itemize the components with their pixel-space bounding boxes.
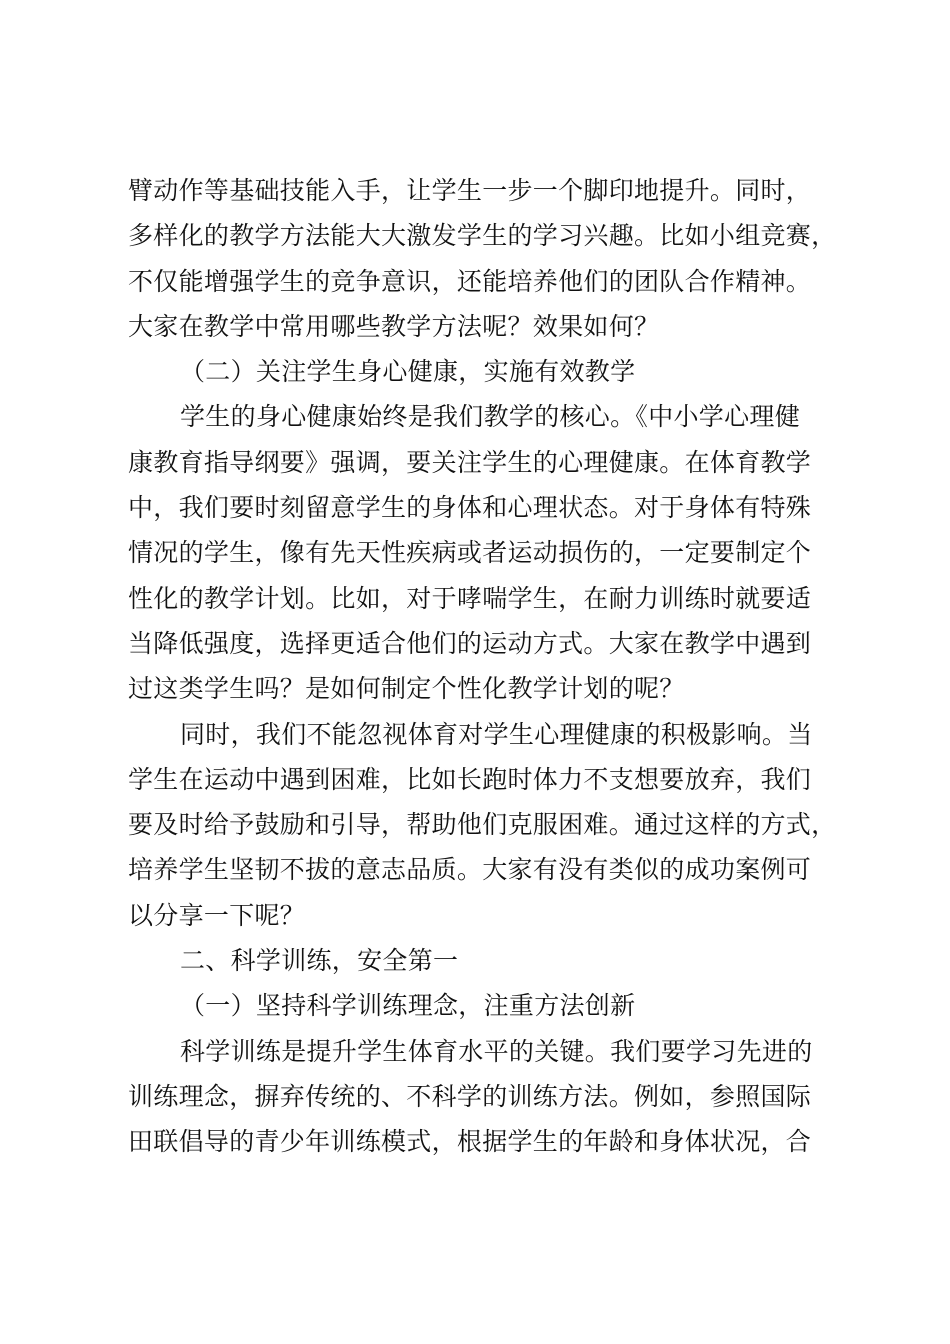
text-line: 学生在运动中遇到困难，比如长跑时体力不支想要放弃，我们: [128, 764, 812, 794]
text-line: 臂动作等基础技能入手，让学生一步一个脚印地提升。同时，: [128, 176, 812, 205]
text-line: 田联倡导的青少年训练模式，根据学生的年龄和身体状况，合: [128, 1127, 812, 1157]
text-line: 大家在教学中常用哪些教学方法呢？效果如何？: [128, 311, 660, 341]
text-line: 多样化的教学方法能大大激发学生的学习兴趣。比如小组竞赛，: [128, 221, 837, 251]
paragraph-start: 同时，我们不能忽视体育对学生心理健康的积极影响。当: [180, 719, 813, 749]
text-line: 性化的教学计划。比如，对于哮喘学生，在耐力训练时就要适: [128, 583, 812, 613]
text-line: 训练理念，摒弃传统的、不科学的训练方法。例如，参照国际: [128, 1081, 812, 1111]
text-line: 培养学生坚韧不拔的意志品质。大家有没有类似的成功案例可: [128, 855, 812, 885]
paragraph-start: 学生的身心健康始终是我们教学的核心。《中小学心理健: [180, 402, 801, 432]
text-line: 要及时给予鼓励和引导，帮助他们克服困难。通过这样的方式，: [128, 810, 837, 840]
document-body: [128, 168, 838, 1165]
section-heading: （一）坚持科学训练理念，注重方法创新: [180, 991, 636, 1021]
text-line: 康教育指导纲要》强调，要关注学生的心理健康。在体育教学: [128, 447, 812, 477]
paragraph-start: 科学训练是提升学生体育水平的关键。我们要学习先进的: [180, 1036, 813, 1066]
text-line: 以分享一下呢？: [128, 900, 306, 930]
text-line: 情况的学生，像有先天性疾病或者运动损伤的，一定要制定个: [128, 538, 812, 568]
text-line: 不仅能增强学生的竞争意识，还能培养他们的团队合作精神。: [128, 266, 812, 296]
text-line: 当降低强度，选择更适合他们的运动方式。大家在教学中遇到: [128, 628, 812, 658]
section-heading: （二）关注学生身心健康，实施有效教学: [180, 357, 636, 387]
chapter-heading: 二、科学训练，安全第一: [180, 946, 459, 976]
text-line: 中，我们要时刻留意学生的身体和心理状态。对于身体有特殊: [128, 493, 812, 523]
text-line: 过这类学生吗？是如何制定个性化教学计划的呢？: [128, 674, 685, 704]
